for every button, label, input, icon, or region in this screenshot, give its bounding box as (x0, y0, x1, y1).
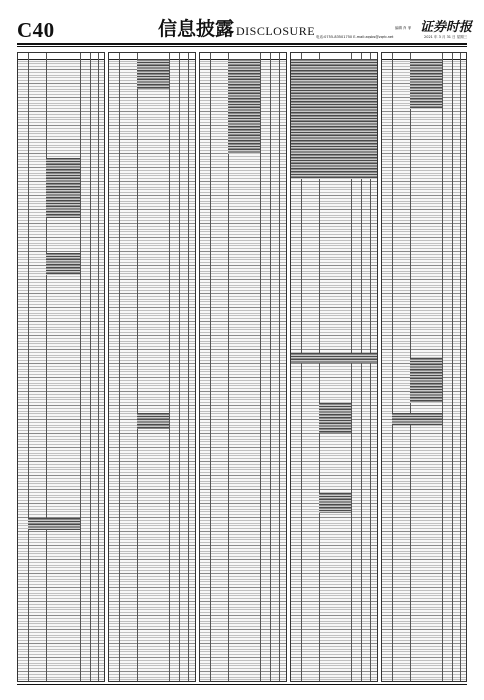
table-row-block (319, 403, 351, 433)
table-row-block (46, 253, 80, 275)
table-row-block (392, 413, 442, 425)
header-rule-thick (17, 43, 467, 45)
masthead (0, 0, 484, 46)
editor-line: 编辑 肖 菲 (395, 26, 412, 30)
table-column-3 (199, 52, 287, 682)
section-title-en: DISCLOSURE (236, 24, 316, 38)
table-row-block (291, 353, 378, 363)
table-row-block (46, 158, 80, 218)
table-row-block (137, 59, 169, 89)
table-row-block (291, 59, 378, 179)
disclosure-tables (17, 52, 467, 682)
table-column-4 (290, 52, 378, 682)
table-row-block (137, 413, 169, 429)
table-row-block (319, 493, 351, 513)
page-number: C40 (17, 18, 55, 42)
table-row-block (228, 59, 260, 154)
section-title (158, 20, 315, 39)
table-column-5 (381, 52, 467, 682)
header-rule-thin (17, 46, 467, 47)
table-column-2 (108, 52, 196, 682)
footer-rule (17, 684, 467, 685)
newspaper-logo: 证券时报 (420, 20, 473, 35)
date-line: 2021 年 3 月 31 日 星期三 (424, 35, 468, 39)
section-title-cn: 信息披露 (158, 18, 235, 40)
contact-line: 电话:0755-83501750 E-mail:zqsbs@zqrb.net (316, 35, 394, 39)
table-row-block (28, 518, 80, 530)
column-header (18, 53, 104, 60)
table-row-block (410, 358, 442, 403)
table-row-block (410, 59, 442, 109)
table-column-1 (17, 52, 105, 682)
